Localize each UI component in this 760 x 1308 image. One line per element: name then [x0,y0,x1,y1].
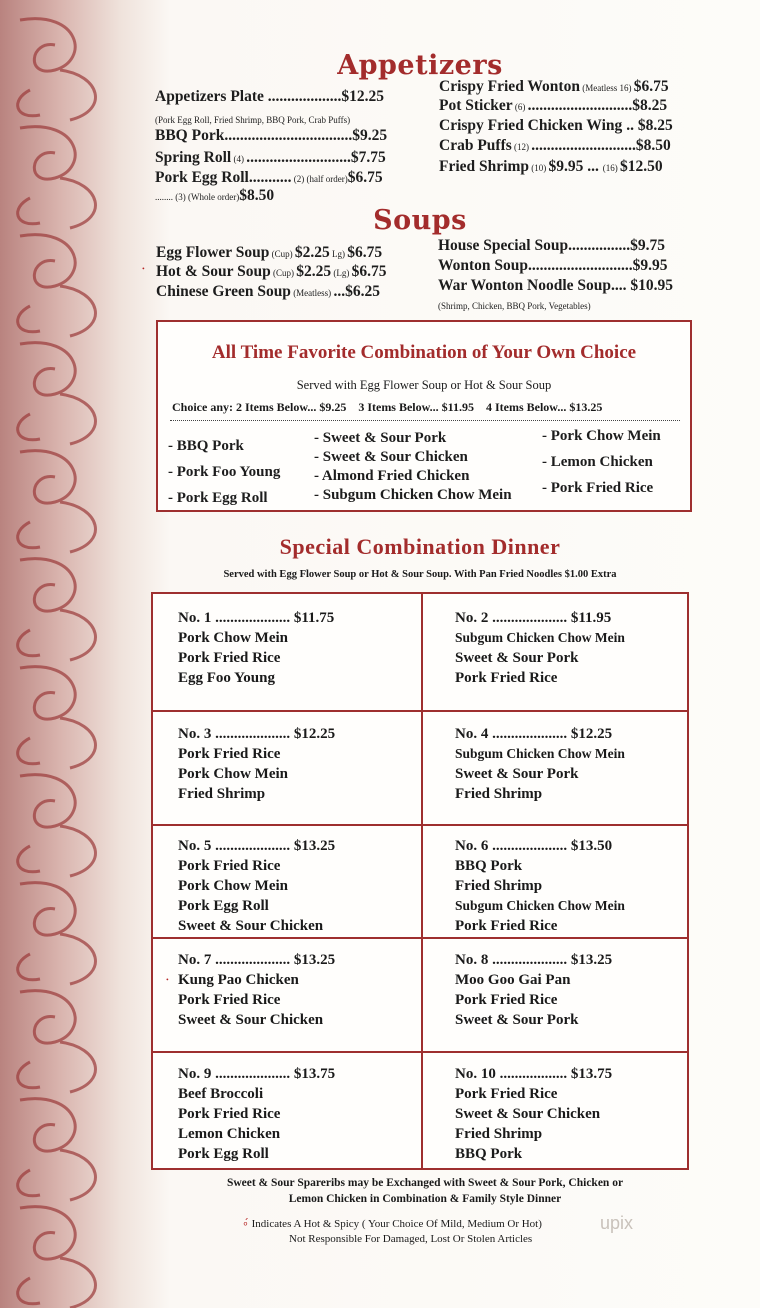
leader-dots: ................... [263,88,342,105]
spicy-legend-text: Indicates A Hot & Spicy ( Your Choice Of Mild, Medium Or Hot) [251,1218,542,1230]
combo-item: Pork Fried Rice [178,746,281,762]
favorite-item: - Pork Fried Rice [542,480,654,496]
combo-item-text: Kung Pao Chicken [178,972,299,988]
item-price: $10.95 [630,277,673,294]
item-quantity: (6) [512,102,528,112]
dinner-combo-1 [178,608,428,688]
item-quantity: (Cup) [269,249,295,259]
leader-dots: ........... [248,169,292,186]
exchange-note-line-1: Sweet & Sour Spareribs may be Exchanged with Sweet & Sour Pork, Chicken or [226,1177,624,1189]
menu-item [438,277,673,295]
combo-item: BBQ Pork [455,1146,523,1162]
leader-dots: ................................. [224,127,353,144]
item-name: War Wonton Noodle Soup [438,277,611,294]
hot-pepper-icon: ∘́ [242,1218,249,1230]
combo-item: Sweet & Sour Chicken [178,1012,324,1028]
combo-number-price: No. 2 .................... $11.95 [455,610,612,626]
combo-item: Subgum Chicken Chow Mein [455,630,625,645]
favorite-item: - Almond Fried Chicken [314,468,470,484]
item-note [438,296,591,314]
combo-item: Sweet & Sour Pork [455,1012,579,1028]
item-price: $6.75 [351,263,387,280]
favorite-title: All Time Favorite Combination of Your Own Choice [211,342,637,363]
item-price: $6.25 [345,283,380,300]
combo-item: Sweet & Sour Chicken [178,918,324,934]
combo-item: Moo Goo Gai Pan [455,972,571,988]
combo-item: BBQ Pork [455,858,523,874]
item-quantity: (Cup) [270,268,297,278]
menu-item [439,158,663,176]
item-name: Appetizers Plate [155,88,264,105]
menu-item [439,137,671,155]
favorite-item: - Pork Egg Roll [168,490,268,506]
favorite-item: - Subgum Chicken Chow Mein [314,487,512,503]
item-price: $2.25 [294,244,330,261]
favorite-item: - BBQ Pork [168,438,244,454]
soups-title: Soups [373,205,467,236]
menu-item [155,187,274,205]
watermark: upix [600,1213,634,1233]
combo-number-price: No. 7 .................... $13.25 [178,952,336,968]
item-price: $8.25 [632,97,668,114]
item-description: (Shrimp, Chicken, BBQ Pork, Vegetables) [438,301,591,311]
item-price: $12.25 [341,88,385,105]
dinner-combo-7 [166,950,428,1030]
combo-item: Pork Chow Mein [178,878,288,894]
special-subtitle: Served with Egg Flower Soup or Hot & Sour Soup. With Pan Fried Noodles $1.00 Extra [223,569,617,580]
combo-item: Egg Foo Young [178,670,275,686]
item-quantity: (2) (half order) [291,174,348,184]
item-quantity: (Meatless) [290,288,334,298]
leader-dots: .... [611,277,631,294]
dinner-combo-5 [178,836,428,936]
leader-dots: ........ [155,192,173,202]
menu-item [438,257,668,275]
combo-number-price: No. 9 .................... $13.75 [178,1066,336,1082]
dinner-combo-3 [178,724,428,804]
leader-dots: .. [622,117,638,134]
menu-item [439,78,669,96]
combo-item: Fried Shrimp [455,786,543,802]
leader-dots: ... [333,283,346,300]
combo-number-price: No. 6 .................... $13.50 [455,838,613,854]
menu-item [439,117,673,135]
item-quantity: (3) (Whole order) [173,192,240,202]
item-price: $6.75 [633,78,669,95]
item-name: Wonton Soup [438,257,529,274]
grid-divider [153,824,687,826]
dinner-combo-2 [455,608,705,688]
item-name: Pot Sticker [439,97,513,114]
item-name: BBQ Pork [155,127,225,144]
appetizers-title: Appetizers [337,50,503,81]
item-quantity: (Lg) [331,268,352,278]
combo-number-price: No. 4 .................... $12.25 [455,726,613,742]
combo-item: Fried Shrimp [455,1126,543,1142]
favorite-item: - Pork Chow Mein [542,428,661,444]
combo-item: Fried Shrimp [178,786,266,802]
dinner-combo-4 [455,724,705,804]
favorite-combination-box [156,320,692,512]
item-price: $8.50 [635,137,671,154]
combo-item: Pork Fried Rice [455,670,558,686]
combo-item: Lemon Chicken [178,1126,281,1142]
dinner-combo-10 [455,1064,705,1164]
special-title: Special Combination Dinner [279,534,561,559]
menu-item [155,169,383,187]
dinner-combo-6 [455,836,705,936]
item-name: Fried Shrimp [439,158,529,175]
item-quantity: Lg) [329,249,348,259]
favorite-item: - Lemon Chicken [542,454,653,470]
item-price: $6.75 [347,244,383,261]
menu-item [155,149,386,167]
combo-item: Pork Fried Rice [178,858,281,874]
item-name: Chinese Green Soup [156,283,291,300]
menu-item [439,97,667,115]
combo-number-price: No. 5 .................... $13.25 [178,838,336,854]
favorite-subtitle: Served with Egg Flower Soup or Hot & Sour Soup [296,378,552,392]
item-price: $9.25 [352,127,388,144]
combo-item: Pork Fried Rice [178,992,281,1008]
item-price: $6.75 [347,169,383,186]
item-name: Spring Roll [155,149,232,166]
favorite-item: - Pork Foo Young [168,464,281,480]
combo-item: Beef Broccoli [178,1086,264,1102]
combo-item: Pork Egg Roll [178,1146,269,1162]
combo-item [166,970,428,990]
item-quantity: (16) [602,163,620,173]
combo-item: Pork Egg Roll [178,898,269,914]
item-quantity: (4) [231,154,247,164]
combo-item: Pork Fried Rice [455,918,558,934]
item-name: Crispy Fried Chicken Wing [439,117,623,134]
hot-pepper-icon: ∙ [166,974,169,986]
item-price: $9.95 [632,257,668,274]
combo-item: Pork Fried Rice [178,650,281,666]
spicy-legend [242,1217,542,1230]
menu-item [142,263,387,281]
leader-dots: ........................... [527,97,633,114]
combo-number-price: No. 10 .................. $13.75 [455,1066,613,1082]
combo-item: Pork Fried Rice [178,1106,281,1122]
item-price: $12.50 [620,158,663,175]
item-description: (Pork Egg Roll, Fried Shrimp, BBQ Pork, Crab Puffs) [155,115,351,125]
leader-dots: ........................... [528,257,633,274]
menu-item [438,237,665,255]
favorite-divider [170,420,680,421]
item-price: $8.50 [239,187,275,204]
grid-divider [153,710,687,712]
combo-item: Pork Fried Rice [455,1086,558,1102]
item-name: Hot & Sour Soup [156,263,271,280]
disclaimer: Not Responsible For Damaged, Lost Or Stolen Articles [289,1233,533,1245]
combo-number-price: No. 1 .................... $11.75 [178,610,335,626]
item-name: House Special Soup [438,237,569,254]
item-name: Egg Flower Soup [156,244,270,261]
menu-item [155,88,384,106]
item-name: Crispy Fried Wonton [439,78,580,95]
combo-item: Subgum Chicken Chow Mein [455,898,625,913]
favorite-choice-prices: Choice any: 2 Items Below... $9.25 3 Items Below... $11.95 4 Items Below... $13.25 [172,400,603,414]
dinner-combo-8 [455,950,705,1030]
leader-dots: ........................... [246,149,351,166]
combo-item: Pork Fried Rice [455,992,558,1008]
hot-pepper-icon: ∙ [142,263,145,275]
grid-divider [153,1051,687,1053]
item-price: $7.75 [350,149,386,166]
item-quantity: (Meatless 16) [579,83,634,93]
menu-item [156,244,382,262]
menu-item [155,127,387,145]
item-quantity: (12) [511,142,532,152]
favorite-item: - Sweet & Sour Chicken [314,449,468,465]
combo-item: Sweet & Sour Pork [455,766,579,782]
leader-dots: ........................... [531,137,636,154]
special-dinner-grid [151,592,689,1170]
combo-number-price: No. 8 .................... $13.25 [455,952,613,968]
combo-item: Sweet & Sour Chicken [455,1106,601,1122]
menu-item [156,283,380,301]
item-price: $2.25 [296,263,332,280]
combo-item: Pork Chow Mein [178,630,288,646]
dinner-combo-9 [178,1064,428,1164]
item-quantity: (10) [529,163,549,173]
combo-item: Fried Shrimp [455,878,543,894]
item-price: $9.75 [630,237,665,254]
combo-number-price: No. 3 .................... $12.25 [178,726,336,742]
item-name: Crab Puffs [439,137,512,154]
item-price: $8.25 [637,117,673,134]
item-price: $9.95 [548,158,584,175]
item-name: Pork Egg Roll [155,169,249,186]
combo-item: Subgum Chicken Chow Mein [455,746,625,761]
item-note [155,110,350,128]
exchange-note-line-2: Lemon Chicken in Combination & Family Style Dinner [288,1193,562,1205]
grid-divider [153,937,687,939]
favorite-item: - Sweet & Sour Pork [314,430,447,446]
leader-dots: ... [583,158,603,175]
combo-item: Pork Chow Mein [178,766,288,782]
leader-dots: ................ [568,237,631,254]
combo-item: Sweet & Sour Pork [455,650,579,666]
